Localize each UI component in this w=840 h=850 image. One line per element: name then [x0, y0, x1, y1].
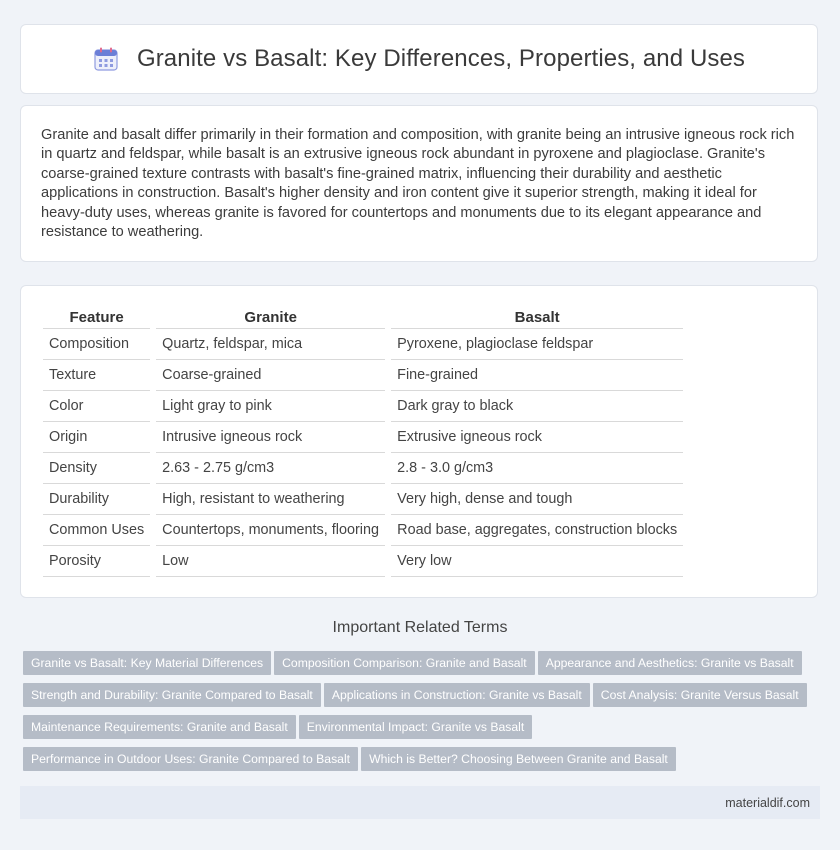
- basalt-cell: 2.8 - 3.0 g/cm3: [391, 453, 683, 484]
- comparison-table-card: [20, 285, 818, 598]
- related-terms-title: Important Related Terms: [332, 619, 508, 636]
- feature-cell: Density: [43, 453, 150, 484]
- calendar-icon: [93, 46, 119, 72]
- table-row: [43, 360, 683, 391]
- basalt-cell: Dark gray to black: [391, 391, 683, 422]
- related-tag-link[interactable]: Environmental Impact: Granite vs Basalt: [299, 715, 532, 739]
- granite-cell: Quartz, feldspar, mica: [156, 329, 385, 360]
- basalt-cell: Road base, aggregates, construction blocks: [391, 515, 683, 546]
- page-title: Granite vs Basalt: Key Differences, Properties, and Uses: [136, 45, 746, 72]
- related-tag-link[interactable]: Cost Analysis: Granite Versus Basalt: [593, 683, 807, 707]
- table-row: [43, 422, 683, 453]
- basalt-cell: Pyroxene, plagioclase feldspar: [391, 329, 683, 360]
- granite-cell: Coarse-grained: [156, 360, 385, 391]
- table-row: [43, 484, 683, 515]
- basalt-cell: Fine-grained: [391, 360, 683, 391]
- feature-cell: Origin: [43, 422, 150, 453]
- header-basalt: Basalt: [391, 304, 683, 329]
- table-row: [43, 546, 683, 577]
- granite-cell: Low: [156, 546, 385, 577]
- feature-cell: Common Uses: [43, 515, 150, 546]
- footer-site-link[interactable]: materialdif.com: [725, 795, 810, 810]
- table-row: [43, 453, 683, 484]
- related-tag-link[interactable]: Granite vs Basalt: Key Material Differences: [23, 651, 271, 675]
- related-tag-link[interactable]: Strength and Durability: Granite Compared to Basalt: [23, 683, 321, 707]
- related-tag-link[interactable]: Applications in Construction: Granite vs Basalt: [324, 683, 590, 707]
- feature-cell: Composition: [43, 329, 150, 360]
- feature-cell: Durability: [43, 484, 150, 515]
- intro-paragraph: Granite and basalt differ primarily in their formation and composition, with granite being an intrusive igneous rock rich in quartz and feldspar, while basalt is an extrusive igneous rock abundant in pyroxene and plagioclase. Granite's coarse-grained texture contrasts with basalt's fine-grained matrix, influencing their durability and aesthetic applications in construction. Basalt's higher density and iron content give it superior strength, making it ideal for heavy-duty uses, whereas granite is favored for countertops and monuments due to its elegant appearance and resistance to weathering.: [41, 127, 795, 241]
- granite-cell: High, resistant to weathering: [156, 484, 385, 515]
- related-tag-link[interactable]: Appearance and Aesthetics: Granite vs Basalt: [538, 651, 802, 675]
- feature-cell: Color: [43, 391, 150, 422]
- granite-cell: 2.63 - 2.75 g/cm3: [156, 453, 385, 484]
- header-feature: Feature: [43, 304, 150, 329]
- granite-cell: Intrusive igneous rock: [156, 422, 385, 453]
- header-granite: Granite: [156, 304, 385, 329]
- table-row: [43, 329, 683, 360]
- header-card: [20, 24, 818, 94]
- granite-cell: Countertops, monuments, flooring: [156, 515, 385, 546]
- feature-cell: Porosity: [43, 546, 150, 577]
- table-header-row: [43, 304, 683, 329]
- comparison-table: [37, 304, 689, 577]
- table-row: [43, 515, 683, 546]
- related-tag-link[interactable]: Which is Better? Choosing Between Granite and Basalt: [361, 747, 676, 771]
- granite-cell: Light gray to pink: [156, 391, 385, 422]
- basalt-cell: Very low: [391, 546, 683, 577]
- related-tag-link[interactable]: Maintenance Requirements: Granite and Basalt: [23, 715, 296, 739]
- footer: [20, 786, 820, 819]
- feature-cell: Texture: [43, 360, 150, 391]
- related-tag-link[interactable]: Composition Comparison: Granite and Basalt: [274, 651, 535, 675]
- table-row: [43, 391, 683, 422]
- intro-card: [20, 105, 818, 262]
- related-tag-link[interactable]: Performance in Outdoor Uses: Granite Compared to Basalt: [23, 747, 358, 771]
- basalt-cell: Very high, dense and tough: [391, 484, 683, 515]
- related-tags: [23, 651, 823, 779]
- basalt-cell: Extrusive igneous rock: [391, 422, 683, 453]
